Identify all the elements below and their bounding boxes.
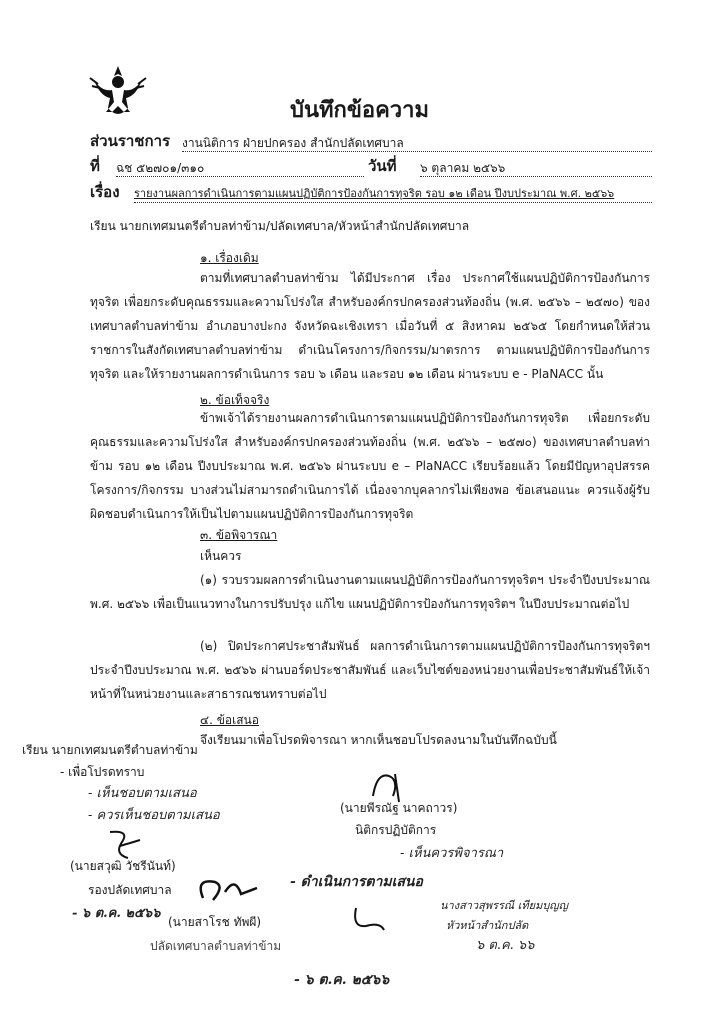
section-1-heading: ๑. เรื่องเดิม xyxy=(200,251,259,265)
date-value: ๖ ตุลาคม ๒๕๖๖ xyxy=(420,160,652,177)
section-1-body: ตามที่เทศบาลตำบลท่าข้าม ได้มีประกาศ เรื่อง ประกาศใช้แผนปฏิบัติการป้องกันการทุจริต เพื่อยกระดับคุณธรรมและความโปร่งใส สำหรับองค์กรปกครองส่วนท้องถิ่น (พ.ศ. ๒๕๖๖ – ๒๕๗๐) ของเทศบาลตำบลท่าข้าม อำเภอบางปะกง จังหวัดฉะเชิงเทรา เมื่อวันที่ ๕ สิงหาคม ๒๕๖๕ โดยกำหนดให้ส่วนราชการในสังกัดเทศบาลตำบลท่าข้าม ดำเนินโครงการ/กิจกรรม/มาตรการ ตามแผนปฏิบัติการป้องกันการทุจริต และให้รายงานผลการดำเนินการ รอบ ๖ เดือน และรอบ ๑๒ เดือน ผ่านระบบ e - PlaNACC นั้น xyxy=(90,271,650,381)
agency-label: ส่วนราชการ xyxy=(90,132,171,150)
subject-label: เรื่อง xyxy=(90,183,120,201)
section-2-heading: ๒. ข้อเท็จจริง xyxy=(200,393,270,407)
clerk-signature-icon xyxy=(195,868,265,908)
garuda-emblem-icon xyxy=(88,62,148,122)
date-label: วันที่ xyxy=(368,157,397,175)
officer-name: (นายพีรณัฐ นาคถาวร) xyxy=(340,801,458,815)
chief-name: นางสาวสุพรรณี เทียมบุญญ xyxy=(440,899,569,912)
ref-value: ฉช ๕๒๗๐๑/๓๑๐ xyxy=(116,160,364,177)
section-4-heading: ๔. ข้อเสนอ xyxy=(200,713,259,727)
section-3-intro: เห็นควร xyxy=(200,549,242,563)
left-for-info: - เพื่อโปรดทราบ xyxy=(60,765,145,779)
memo-title: บันทึกข้อความ xyxy=(290,98,430,123)
section-3-heading: ๓. ข้อพิจารณา xyxy=(200,528,278,542)
clerk-name: (นายสาโรช ทัพผี) xyxy=(168,915,262,929)
subject-value: รายงานผลการดำเนินการตามแผนปฏิบัติการป้องกันการทุจริต รอบ ๑๒ เดือน ปีงบประมาณ พ.ศ. ๒๕๖๖ xyxy=(134,186,652,203)
deputy-title: รองปลัดเทศบาล xyxy=(88,883,172,897)
deputy-name: (นายสวุฒิ วัชรีนันท์) xyxy=(70,859,176,873)
section-3-item-2: (๒) ปิดประกาศประชาสัมพันธ์ ผลการดำเนินการตามแผนปฏิบัติการป้องกันการทุจริตฯ ประจำปีงบประมาณ พ.ศ. ๒๕๖๖ ผ่านบอร์ดประชาสัมพันธ์ และเว็บไซต์ของหน่วยงานเพื่อประชาสัมพันธ์ให้เจ้าหน้าที่ในหน่วยงานและสาธารณชนทราบต่อไป xyxy=(90,639,650,701)
bottom-date: - ๖ ต.ค. ๒๕๖๖ xyxy=(294,972,390,988)
left-hand-note-2: - ควรเห็นชอบตามเสนอ xyxy=(88,808,220,823)
left-salutation: เรียน นายกเทศมนตรีตำบลท่าข้าม xyxy=(22,743,198,757)
deputy-date: - ๖ ต.ค. ๒๕๖๖ xyxy=(72,906,161,921)
section-4-body: จึงเรียนมาเพื่อโปรดพิจารณา หากเห็นชอบโปรดลงนามในบันทึกฉบับนี้ xyxy=(200,733,557,747)
clerk-title: ปลัดเทศบาลตำบลท่าข้าม xyxy=(150,939,282,953)
mayor-signature-icon xyxy=(350,900,390,936)
section-3-item-1: (๑) รวบรวมผลการดำเนินงานตามแผนปฏิบัติการป้องกันการทุจริตฯ ประจำปีงบประมาณ พ.ศ. ๒๕๖๖ เพื่อเป็นแนวทางในการปรับปรุง แก้ไข แผนปฏิบัติการป้องกันการทุจริตฯ ในปีงบประมาณต่อไป xyxy=(90,573,650,611)
agency-value: งานนิติการ ฝ่ายปกครอง สำนักปลัดเทศบาล xyxy=(182,135,652,152)
chief-date: ๖ ต.ค. ๖๖ xyxy=(476,938,535,953)
section-2-body: ข้าพเจ้าได้รายงานผลการดำเนินการตามแผนปฏิบัติการป้องกันการทุจริต เพื่อยกระดับคุณธรรมและความโปร่งใส สำหรับองค์กรปกครองส่วนท้องถิ่น (พ.ศ. ๒๕๖๖ – ๒๕๗๐) ของเทศบาลตำบลท่าข้าม รอบ ๑๒ เดือน ปีงบประมาณ พ.ศ. ๒๕๖๖ ผ่านระบบ e – PlaNACC เรียบร้อยแล้ว โดยมีปัญหาอุปสรรค โครงการ/กิจกรรม บางส่วนไม่สามารถดำเนินการได้ เนื่องจากบุคลากรไม่เพียงพอ ข้อเสนอแนะ ควรแจ้งผู้รับผิดชอบดำเนินการให้เป็นไปตามแผนปฏิบัติการป้องกันการทุจริต xyxy=(90,411,650,521)
ref-label: ที่ xyxy=(90,157,100,175)
chief-title: หัวหน้าสำนักปลัด xyxy=(446,919,529,932)
salutation: เรียน นายกเทศมนตรีตำบลท่าข้าม/ปลัดเทศบาล/หัวหน้าสำนักปลัดเทศบาล xyxy=(90,219,470,233)
officer-title: นิติกรปฏิบัติการ xyxy=(355,823,437,837)
right-hand-note-2: - ดำเนินการตามเสนอ xyxy=(290,874,423,890)
right-hand-note-1: - เห็นควรพิจารณา xyxy=(400,846,504,861)
left-hand-note-1: - เห็นชอบตามเสนอ xyxy=(88,786,197,801)
